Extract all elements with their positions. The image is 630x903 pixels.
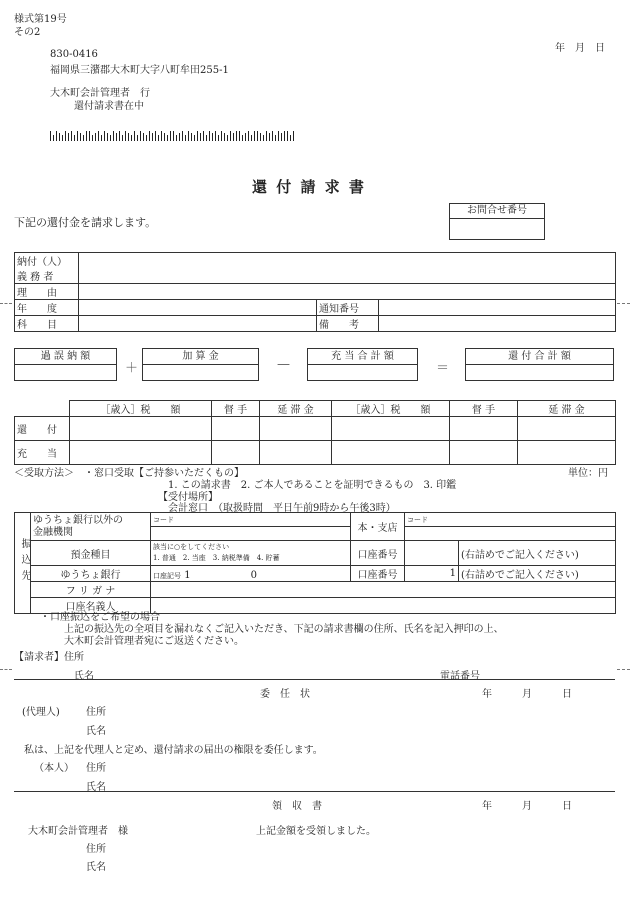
receipt-address-label: 住所 [86,844,106,855]
furigana-field[interactable] [151,582,616,598]
header-date: 年 月 日 [555,43,605,54]
applied-delay-field-2[interactable] [518,441,616,465]
principal-address-label: 住所 [86,763,106,774]
notice-no-label: 通知番号 [317,300,379,316]
recipient-name: 大木町会計管理者 行 [50,88,150,99]
account-number-field[interactable] [405,541,459,566]
receipt-method: ＜受取方法＞ ・窓口受取【ご持参いただくもの】 [14,468,244,479]
claimant-underline [14,679,615,680]
reception-place: 会計窓口 （取扱時間 平日午前9時から午後3時） [168,503,396,514]
receipt-title: 領 収 書 [272,801,322,812]
transfer-note-line1: 上記の振込先の全項目を漏れなくご記入いただき、下記の請求書欄の住所、氏名を記入押印の上、 [64,624,504,635]
right-align-note-2: (右詰めでご記入ください) [459,566,616,582]
refund-total-label: 還 付 合 計 額 [466,349,613,365]
subject-field[interactable] [79,316,317,332]
unit-label: 単位：円 [568,468,608,479]
transfer-side-label: 振込先 [15,513,31,614]
form-sub-number: その2 [14,27,41,38]
applied-penalty-field-2[interactable] [450,441,518,465]
refund-row-label: 還 付 [15,417,70,441]
remarks-label: 備 考 [317,316,379,332]
account-symbol-field[interactable]: 口座記号 1 0 [151,566,351,582]
transfer-note-title: ・口座振込をご希望の場合 [40,612,160,623]
deposit-type-label: 預金種目 [31,541,151,566]
reception-place-label: 【受付場所】 [158,492,218,503]
principal-name-label: 氏名 [86,782,106,793]
refund-penalty-field[interactable] [212,417,260,441]
refund-delay-field[interactable] [260,417,332,441]
yucho-label: ゆうちょ銀行 [31,566,151,582]
payer-label-1: 納付（人） [15,253,79,269]
notice-no-field[interactable] [379,300,616,316]
principal-label: （本人） [34,763,74,774]
refund-delay-field-2[interactable] [518,417,616,441]
branch-name-field[interactable] [405,527,616,541]
agent-address-label: 住所 [86,707,106,718]
fold-mark-right-2 [617,669,630,670]
agent-label: (代理人) [22,707,60,718]
payer-label-2: 義 務 者 [15,268,79,284]
reason-label: 理 由 [15,284,79,300]
account-number-label: 口座番号 [351,541,405,566]
refund-penalty-field-2[interactable] [450,417,518,441]
fold-mark-left-2 [0,669,12,670]
applied-total-label: 充 当 合 計 額 [308,349,417,365]
delegation-statement: 私は、上記を代理人と定め、還付請求の届出の権限を委任します。 [24,745,323,756]
bank-code-field[interactable]: コード [151,513,351,527]
payer-info-table [14,252,616,332]
applied-tax-field[interactable] [70,441,212,465]
yucho-account-number-label: 口座番号 [351,566,405,582]
claimant-name-label: 氏名 [74,671,94,682]
applied-tax-field-2[interactable] [332,441,450,465]
yucho-account-number-field[interactable]: 1 [405,566,459,582]
refund-tax-field[interactable] [70,417,212,441]
fold-mark-right [617,303,630,304]
receipt-statement: 上記金額を受領しました。 [256,826,376,837]
inquiry-number-box[interactable] [449,203,545,240]
bank-name-field[interactable] [151,527,351,541]
penalty-header-2: 督 手 [450,401,518,417]
addition-label: 加 算 金 [143,349,258,365]
postal-code: 830-0416 [50,49,98,60]
agent-name-label: 氏名 [86,726,106,737]
account-holder-label: 口座名義人 [31,598,151,614]
bank-transfer-table [14,512,616,614]
transfer-note-line2: 大木町会計管理者宛にご返送ください。 [64,636,244,647]
overpaid-label: 過 誤 納 額 [15,349,116,365]
right-align-note-1: (右詰めでご記入ください) [459,541,616,566]
tax-header-1: ［歳入］税 額 [70,401,212,417]
tax-header-2: ［歳入］税 額 [332,401,450,417]
receipt-date: 年 月 日 [482,801,572,812]
overpaid-box[interactable] [14,348,117,381]
receipt-items: 1. この請求書 2. ご本人であることを証明できるもの 3. 印鑑 [168,480,457,491]
applied-row-label: 充 当 [15,441,70,465]
fold-mark-left [0,303,12,304]
addition-box[interactable] [142,348,259,381]
subject-label: 科 目 [15,316,79,332]
recipient-address: 福岡県三潴郡大木町大字八町牟田255-1 [50,65,229,76]
year-label: 年 度 [15,300,79,316]
breakdown-table [14,400,616,465]
refund-total-box[interactable] [465,348,614,381]
other-bank-label: ゆうちょ銀行以外の 金融機関 [31,513,151,541]
receipt-addressee: 大木町会計管理者 様 [28,826,128,837]
account-holder-field[interactable] [151,598,616,614]
deposit-type-field[interactable]: 該当に○をしてください 1. 普通 2. 当座 3. 納税準備 4. 貯蓄 [151,541,351,566]
enclosed-note: 還付請求書在中 [74,101,144,112]
minus-sign: — [277,357,290,372]
refund-tax-field-2[interactable] [332,417,450,441]
equals-sign: ＝ [436,361,450,376]
form-number: 様式第19号 [14,14,67,25]
branch-label: 本・支店 [351,513,405,541]
inquiry-number-label: お問合せ番号 [450,204,544,219]
reason-field[interactable] [79,284,616,300]
postal-barcode [50,130,296,142]
delegation-title: 委 任 状 [260,689,310,700]
delay-header-1: 延 滞 金 [260,401,332,417]
penalty-header-1: 督 手 [212,401,260,417]
branch-code-field[interactable]: コード [405,513,616,527]
applied-delay-field[interactable] [260,441,332,465]
delegation-underline [14,791,615,792]
furigana-label: フ リ ガ ナ [31,582,151,598]
applied-penalty-field[interactable] [212,441,260,465]
receipt-name-label: 氏名 [86,862,106,873]
applied-total-box[interactable] [307,348,418,381]
claimant-phone-label: 電話番号 [440,671,480,682]
plus-sign: ＋ [125,361,139,376]
document-title: 還 付 請 求 書 [252,178,366,196]
intro-text: 下記の還付金を請求します。 [14,216,157,229]
claimant-address-label: 【請求者】住所 [14,652,84,663]
delegation-date: 年 月 日 [482,689,572,700]
delay-header-2: 延 滞 金 [518,401,616,417]
year-field[interactable] [79,300,317,316]
remarks-field[interactable] [379,316,616,332]
breakdown-corner [15,401,70,417]
payer-field[interactable] [79,253,616,284]
